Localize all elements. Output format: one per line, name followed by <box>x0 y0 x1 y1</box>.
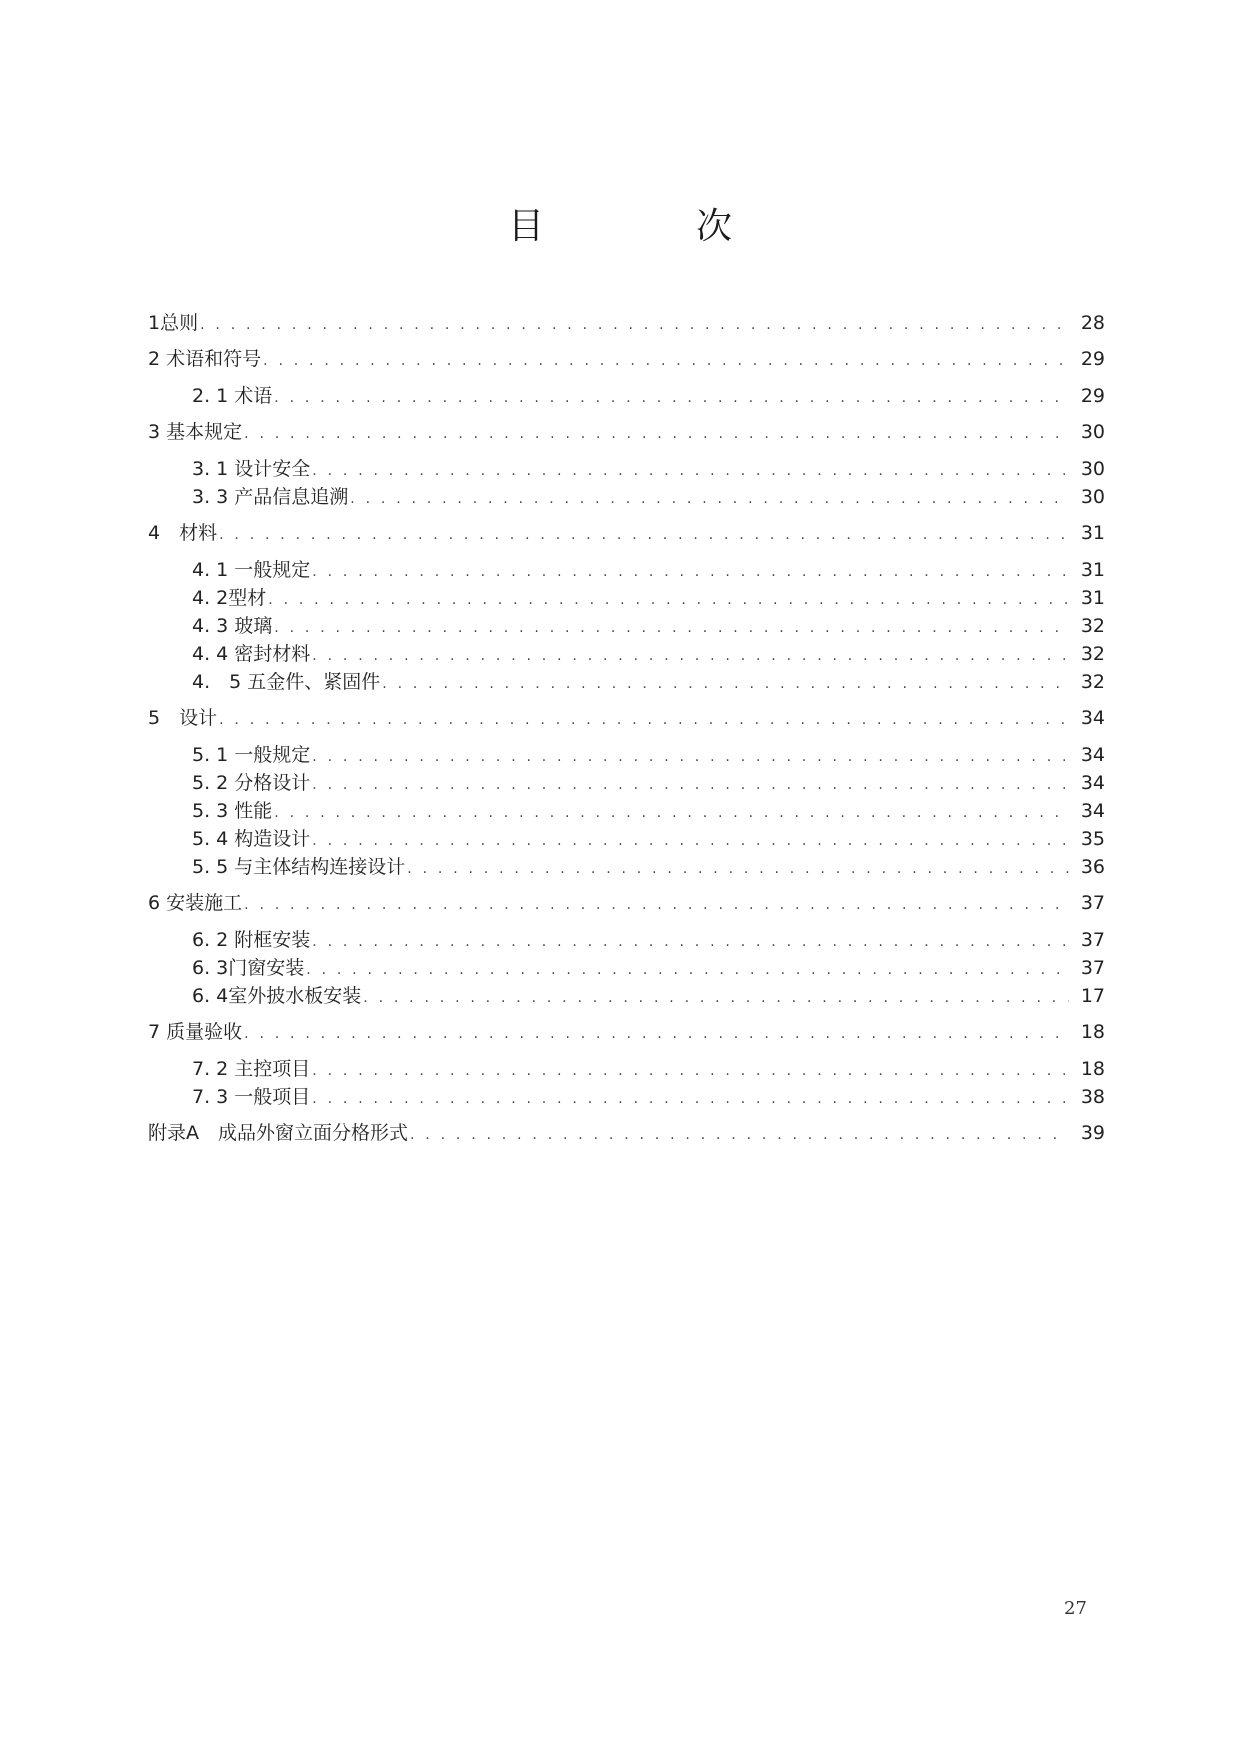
toc-leader-dots <box>382 669 1069 699</box>
toc-entry-5-2[interactable] <box>192 768 1105 798</box>
toc-entry-page: 34 <box>1080 800 1105 822</box>
toc-entry-2-1[interactable] <box>192 381 1105 411</box>
toc-entry-page: 31 <box>1080 559 1105 581</box>
toc-entry-7[interactable] <box>148 1017 1105 1047</box>
toc-entry-page: 32 <box>1080 615 1105 637</box>
toc-leader-dots <box>244 419 1069 449</box>
toc-entry-4-4[interactable] <box>192 639 1105 669</box>
toc-entry-page: 32 <box>1080 671 1105 693</box>
toc-entry-page: 30 <box>1080 458 1105 480</box>
toc-entry-page: 37 <box>1080 929 1105 951</box>
toc-entry-page: 32 <box>1080 643 1105 665</box>
toc-entry-label: 6. 4室外披水板安装 <box>192 985 362 1007</box>
toc-entry-page: 34 <box>1080 744 1105 766</box>
toc-leader-dots <box>410 1120 1069 1150</box>
toc-entry-label: 7 质量验收 <box>148 1021 243 1043</box>
toc-leader-dots <box>219 520 1069 550</box>
toc-entry-6-4[interactable] <box>192 981 1105 1011</box>
toc-entry-5-4[interactable] <box>192 824 1105 854</box>
toc-entry-label: 5. 3 性能 <box>192 800 273 822</box>
toc-leader-dots <box>200 310 1069 340</box>
toc-leader-dots <box>263 346 1069 376</box>
toc-entry-page: 18 <box>1080 1021 1105 1043</box>
toc-entry-6-3[interactable] <box>192 953 1105 983</box>
toc-entry-label: 6. 2 附框安装 <box>192 929 311 951</box>
toc-entry-page: 37 <box>1080 957 1105 979</box>
toc-entry-label: 2. 1 术语 <box>192 385 273 407</box>
toc-entry-page: 18 <box>1080 1058 1105 1080</box>
toc-entry-page: 29 <box>1080 348 1105 370</box>
toc-leader-dots <box>312 1084 1069 1114</box>
toc-entry-label: 6 安装施工 <box>148 892 243 914</box>
toc-leader-dots <box>244 890 1069 920</box>
toc-entry-3-3[interactable] <box>192 482 1105 512</box>
toc-entry-label: 2 术语和符号 <box>148 348 262 370</box>
toc-entry-page: 34 <box>1080 772 1105 794</box>
toc-entry-page: 35 <box>1080 828 1105 850</box>
toc-entry-4-3[interactable] <box>192 611 1105 641</box>
toc-entry-5-5[interactable] <box>192 852 1105 882</box>
toc-entry-4-1[interactable] <box>192 555 1105 585</box>
toc-entry-page: 31 <box>1080 587 1105 609</box>
toc-entry-label: 3. 3 产品信息追溯 <box>192 486 349 508</box>
toc-entry-page: 36 <box>1080 856 1105 878</box>
toc-entry-page: 37 <box>1080 892 1105 914</box>
toc-leader-dots <box>274 383 1069 413</box>
toc-entry-label: 5. 5 与主体结构连接设计 <box>192 856 406 878</box>
toc-entry-label: 附录A 成品外窗立面分格形式 <box>148 1122 408 1144</box>
toc-entry-label: 6. 3门窗安装 <box>192 957 305 979</box>
toc-entry-label: 5 设计 <box>148 707 218 729</box>
toc-entry-3-1[interactable] <box>192 454 1105 484</box>
toc-entry-7-2[interactable] <box>192 1054 1105 1084</box>
toc-entry-label: 3 基本规定 <box>148 421 243 443</box>
toc-entry-5-1[interactable] <box>192 740 1105 770</box>
toc-leader-dots <box>219 705 1069 735</box>
page-number: 27 <box>1064 1598 1087 1619</box>
toc-entry-label: 4 材料 <box>148 522 218 544</box>
toc-entry-4[interactable] <box>148 518 1105 548</box>
toc-entry-label: 4. 4 密封材料 <box>192 643 311 665</box>
toc-entry-label: 3. 1 设计安全 <box>192 458 311 480</box>
toc-entry-5-3[interactable] <box>192 796 1105 826</box>
toc-leader-dots <box>350 484 1069 514</box>
toc-leader-dots <box>363 983 1069 1013</box>
toc-entry-label: 4. 2型材 <box>192 587 267 609</box>
toc-entry-label: 4. 1 一般规定 <box>192 559 311 581</box>
toc-entry-4-5[interactable] <box>192 667 1105 697</box>
toc-entry-7-3[interactable] <box>192 1082 1105 1112</box>
toc-entry-page: 34 <box>1080 707 1105 729</box>
toc-entry-page: 31 <box>1080 522 1105 544</box>
toc-entry-page: 29 <box>1080 385 1105 407</box>
toc-entry-label: 7. 3 一般项目 <box>192 1086 311 1108</box>
toc-entry-6-2[interactable] <box>192 925 1105 955</box>
toc-entry-page: 17 <box>1080 985 1105 1007</box>
page-title: 目 次 <box>507 206 790 247</box>
toc-leader-dots <box>407 854 1069 884</box>
toc-entry-3[interactable] <box>148 417 1105 447</box>
toc-entry-label: 5. 4 构造设计 <box>192 828 311 850</box>
toc-entry-label: 1总则 <box>148 312 199 334</box>
toc-entry-page: 38 <box>1080 1086 1105 1108</box>
toc-entry-page: 30 <box>1080 486 1105 508</box>
toc-entry-page: 30 <box>1080 421 1105 443</box>
toc-entry-label: 4. 3 玻璃 <box>192 615 273 637</box>
toc-entry-appendix-a[interactable] <box>148 1118 1105 1148</box>
toc-leader-dots <box>244 1019 1069 1049</box>
toc-entry-4-2[interactable] <box>192 583 1105 613</box>
toc-entry-5[interactable] <box>148 703 1105 733</box>
toc-entry-1[interactable] <box>148 308 1105 338</box>
toc-entry-2[interactable] <box>148 344 1105 374</box>
toc-entry-page: 28 <box>1080 312 1105 334</box>
toc-entry-label: 5. 1 一般规定 <box>192 744 311 766</box>
toc-entry-label: 5. 2 分格设计 <box>192 772 311 794</box>
toc-entry-label: 7. 2 主控项目 <box>192 1058 311 1080</box>
toc-entry-label: 4. 5 五金件、紧固件 <box>192 671 381 693</box>
toc-entry-6[interactable] <box>148 888 1105 918</box>
toc-entry-page: 39 <box>1080 1122 1105 1144</box>
